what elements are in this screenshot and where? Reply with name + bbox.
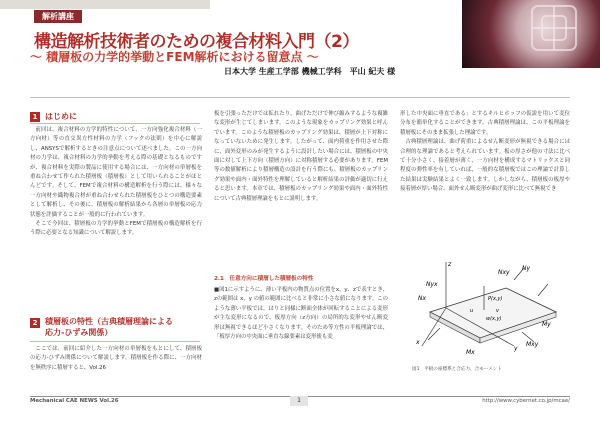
fig-label: w(x,y) [486, 316, 502, 322]
fig-label: Mx [466, 349, 475, 356]
category-tag: 解析講座 [34, 10, 82, 23]
section-number: 2 [30, 318, 40, 328]
section-label-line: 応力-ひずみ関係） [45, 328, 113, 337]
paragraph: ■図1に示すように、薄い平板内の物質点の位置をx、y、zで表すとき、zの範囲は x、y の値の範囲に比べると非常に小さな値になります。このような薄い平板では、はりと同様に断面全体が回転することによる変形が主な変形になるので、板厚方向（z方向）の局所的な変形やせん断変形は無視できるほど小さくなります。そのため等方性の平板理論では、「板厚方向の中央面に垂直な線要素は変形後も変 [214, 287, 388, 341]
paragraph: 前回は、複合材料の力学的特性について、一方向強化複合材料（一方向材）等の直交異方性材料の力学（フックの法則）を中心に解説し、ANSYSで解析するときの注意点について述べました。この一方向材の力学は、複合材料の力学的挙動を考える際の基礎となるものですが、複合材料を実際の製品に使用する場合には、一方向材の単層板を重ね合わせて作られた積層板（積層板）として用いられることがほとんどです。そして、FEMで複合材料の構造解析を行う際には、様々な一方向材や織物複合材が重ね合わせられた積層板をひとつの構造要素として解析し、その後に、積層板の解析結果から各層の単層板の応力状態を評価することが一般的に行われています。 [30, 127, 202, 218]
paragraph: 形した中央面に垂直である」とするキルヒホッフの仮説を用いて変位分布を簡単化することができます。古典積層理論は、この平板理論を積層板にそのまま拡張した理論です。 [400, 111, 570, 136]
fig-label: My [542, 321, 551, 328]
header-image [462, 0, 600, 68]
column-2-text [214, 110, 388, 204]
fig-label: Nyx [426, 281, 438, 288]
section-number: 1 [30, 112, 40, 122]
footer-url: http://www.cybernet.co.jp/mcae/ [482, 398, 570, 404]
section-2-heading [30, 318, 45, 328]
fig-label: y [514, 345, 518, 352]
section-underline [30, 341, 200, 342]
header-divider [30, 97, 570, 98]
figure-caption: 図1 平板の座標系と合応力、合モーメント [412, 367, 502, 372]
footer-publication: Mechanical CAE NEWS Vol.26 [30, 398, 119, 404]
section-2-label [45, 316, 173, 338]
column-1-section-2-text [30, 345, 202, 373]
figure-1 [410, 250, 562, 358]
fig-label: z [448, 261, 452, 268]
fig-label: v [496, 308, 499, 314]
paragraph: 古典積層理論は、曲げ荷重によるせん断変形が無視できる場合には合理的な理論であると考えられています。板の厚さが他の寸法に比べて十分小さく、接着層が薄く、一方向材を構成するマトリックスと同程度の弾性率を有していれば、一般的な積層板ではこの理論で計算した結果は実験結果とよく一致します。しかしながら、積層板の板厚や接着層が厚い場合、面外せん断変形が曲げ変形に比べて無視でき [400, 139, 570, 193]
header-band [0, 0, 210, 9]
fig-label: Ny [522, 265, 531, 272]
plate-diagram [410, 250, 562, 358]
paragraph: 板を引張っただけでは拡れたり、曲げただけで伸び縮みするような複雑な変形が生じてしまいます。このような現象をカップリング効果と呼んでいます。このような積層板のカップリング効果は、積層が上下対称になっていないために発生します。したがって、面内荷重を作用させた際に、面外変形のみが発生するように設計したい場合には、積層板の中央面に対して上下方向（積層方向）に対称積層する必要があります。FEM等の数値解析により積層構造の設計を行う際にも、積層板のカップリング効果や面内・面外特性を理解していると解析結果の評価が適切に行えると思います。本章では、積層板のカップリング効果や面内・面外特性について古典積層理論をもとに説明します。 [214, 111, 388, 202]
fig-label: x [416, 339, 420, 346]
fig-label: Nx [418, 295, 427, 302]
fig-label: u [470, 308, 474, 314]
paragraph: ここでは、前回に紹介した一方向材の単層板をもとにして、積層板の応力-ひずみ関係について解説します。積層板を作る際に、一方向材を無秩序に積層すると、Vol.26 [30, 346, 202, 371]
paragraph: そこで今回は、積層板の力学的挙動とFEMで積層板の構造解析を行う際に必要となる知識について解説します。 [30, 221, 202, 237]
fig-label: Mxy [526, 341, 539, 348]
subsection-2-1-heading: 2.1 任意方向に積層した積層板の特性 [214, 276, 314, 282]
section-1-heading [30, 111, 77, 122]
section-label-line: 積層板の特性（古典積層理論による [45, 317, 173, 326]
fig-label: Nxy [498, 269, 510, 276]
column-2-subsection-text [214, 286, 388, 342]
section-label: はじめに [45, 112, 77, 121]
article-subtitle: 〜 積層板の力学的挙動とFEM解析における留意点 〜 [30, 50, 319, 64]
author-line: 日本大学 生産工学部 機械工学科 平山 紀夫 様 [224, 67, 396, 76]
column-1-text [30, 126, 202, 239]
page-number: 1 [290, 396, 308, 406]
fig-label: P(x,y) [488, 296, 503, 302]
section-underline [30, 123, 200, 124]
article-title: 構造解析技術者のための複合材料入門（2） [34, 32, 359, 52]
header-decoration [462, 0, 600, 68]
column-3-text [400, 110, 570, 195]
